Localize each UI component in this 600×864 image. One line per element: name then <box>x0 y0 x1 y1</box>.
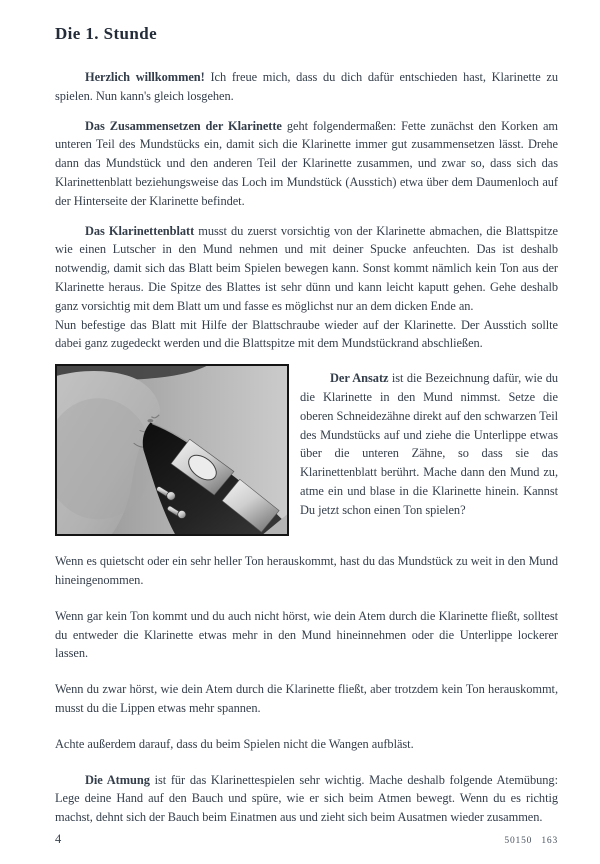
assembly-lead: Das Zusammensetzen der Klarinette <box>85 118 282 133</box>
paragraph-assembly <box>55 117 558 211</box>
embouchure-text-column <box>300 364 558 536</box>
paragraph-embouchure <box>300 369 558 519</box>
paragraph-air-but-no-tone: Wenn du zwar hörst, wie dein Atem durch die Klarinette fließt, aber trotzdem kein Ton herauskommt, musst du die Lippen etwas mehr spannen. <box>55 682 558 715</box>
page-number: 4 <box>55 832 62 846</box>
troubleshooting-section <box>55 552 558 827</box>
reed-text: musst du zuerst vorsichtig von der Klarinette abmachen, die Blattspitze wie einen Lutscher in den Mund nehmen und mit deiner Spucke anfeuchten. Das ist deshalb notwendig, damit sich das Blatt beim Spielen bewegen kann. Sonst kommt nämlich kein Ton aus der Klarinette heraus. Die Spitze des Blattes ist sehr dünn und kann leicht kaputt gehen. Gehe deshalb ganz vorsichtig mit dem Blatt um und fasse es möglichst nur an dem dicken Ende an. <box>55 223 558 313</box>
embouchure-lead: Der Ansatz <box>330 371 389 386</box>
plate-number: 50150 163 <box>504 836 558 846</box>
reed-lead: Das Klarinettenblatt <box>85 223 195 238</box>
embouchure-photo-graphic <box>57 366 287 534</box>
assembly-text: geht folgendermaßen: Fette zunächst den Korken am unteren Teil des Mundstücks ein, damit sich die Klarinette immer gut zusammensetzen lässt. Drehe dann das Mundstück und den anderen Teil der Klarinette zusammen, und zwar so, dass sich das Klarinettenblatt beziehungsweise das Loch im Mundstück (Ausstich) etwa über dem Daumenloch auf der Hinterseite der Klarinette befindet. <box>55 118 558 208</box>
paragraph-welcome <box>55 68 558 106</box>
paragraph-reed-mount: Nun befestige das Blatt mit Hilfe der Blattschraube wieder auf der Klarinette. Der Ausstich sollte dabei ganz zugedeckt werden und die Blattspitze mit dem Mundstückrand abschließen. <box>55 317 558 351</box>
breathing-lead: Die Atmung <box>85 772 150 787</box>
breathing-text: ist für das Klarinettespielen sehr wichtig. Mache deshalb folgende Atemübung: Lege deine Hand auf den Bauch und spüre, wie er sich beim Atmen bewegt. Wenn du es richtig machst, dehnt sich der Bauch beim Einatmen aus und zieht sich beim Ausatmen wieder zusammen. <box>55 772 558 825</box>
embouchure-photo <box>55 364 289 536</box>
page-title: Die 1. Stunde <box>55 24 158 43</box>
paragraph-cheeks: Achte außerdem darauf, dass du beim Spielen nicht die Wangen aufbläst. <box>55 736 414 751</box>
embouchure-text: ist die Bezeichnung dafür, wie du die Klarinette in den Mund nimmst. Setze die oberen Schneidezähne direkt auf den schwarzen Teil des Mundstücks auf und ziehe die Unterlippe etwas über die unteren Zähne, so dass sie das Klarinettenblatt berührt. Mache dann den Mund zu, atme ein und blase in die Klarinette hinein. Kannst Du jetzt schon einen Ton spielen? <box>300 371 558 517</box>
paragraph-breathing <box>55 771 558 827</box>
embouchure-section <box>55 364 558 536</box>
paragraph-reed <box>55 222 558 316</box>
welcome-text: Ich freue mich, dass du dich dafür entschieden hast, Klarinette zu spielen. Nun kann's gleich losgehen. <box>55 70 558 103</box>
paragraph-no-tone: Wenn gar kein Ton kommt und du auch nicht hörst, wie dein Atem durch die Klarinette fließt, solltest du entweder die Klarinette etwas mehr in den Mund hineinnehmen oder die Unterlippe lockerer lassen. <box>55 608 558 661</box>
book-page <box>55 24 558 844</box>
page-footer <box>55 832 558 847</box>
paragraph-squeak: Wenn es quietscht oder ein sehr heller Ton herauskommt, hast du das Mundstück zu weit in den Mund hineingenommen. <box>55 554 558 587</box>
welcome-lead: Herzlich willkommen! <box>85 70 205 84</box>
